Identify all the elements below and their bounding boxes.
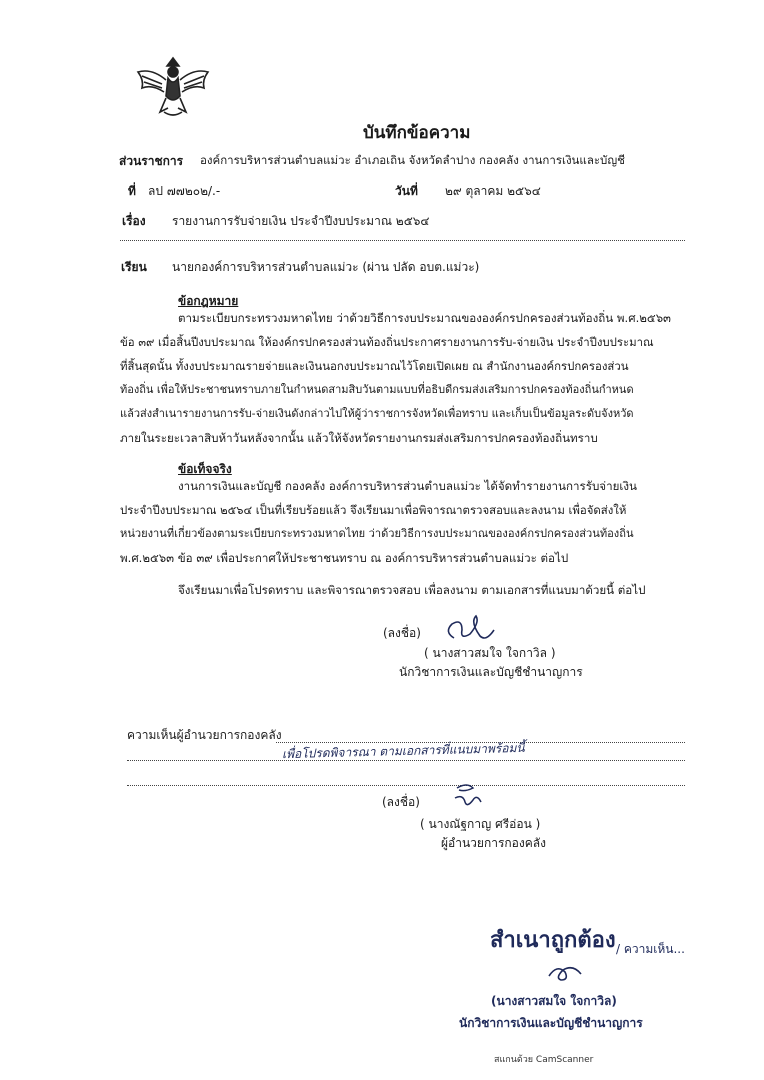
opinion-line-3 <box>127 785 685 786</box>
date-label: วันที่ <box>395 184 418 198</box>
garuda-emblem-icon <box>134 52 212 120</box>
subject-label: เรื่อง <box>122 214 146 228</box>
opinion-line-2 <box>127 760 685 761</box>
ref-label: ที่ <box>128 184 136 198</box>
signer2-sign-label: (ลงชื่อ) <box>382 795 420 809</box>
legal-heading: ข้อกฎหมาย <box>178 294 239 308</box>
signer1-sign-label: (ลงชื่อ) <box>383 626 421 640</box>
signer1-name: ( นางสาวสมใจ ใจกาวิล ) <box>424 646 556 660</box>
subject-value: รายงานการรับจ่ายเงิน ประจำปีงบประมาณ ๒๕๖๔ <box>172 214 430 228</box>
signer2-signature <box>447 780 487 816</box>
legal-line: ตามระเบียบกระทรวงมหาดไทย ว่าด้วยวิธีการงบประมาณขององค์กรปกครองส่วนท้องถิ่น พ.ศ.๒๕๖๓ <box>178 311 671 325</box>
stamp-signature <box>543 960 587 992</box>
agency-label: ส่วนราชการ <box>119 154 184 168</box>
facts-line: ประจำปีงบประมาณ ๒๕๖๔ เป็นที่เรียบร้อยแล้ว จึงเรียนมาเพื่อพิจารณาตรวจสอบและลงนาม เพื่อจัดส่งให้ <box>120 503 627 517</box>
legal-line: แล้วส่งสำเนารายงานการรับ-จ่ายเงินดังกล่าวไปให้ผู้ว่าราชการจังหวัดเพื่อทราบ และเก็บเป็นข้อมูลระดับจังหวัด <box>120 407 634 420</box>
to-value: นายกองค์การบริหารส่วนตำบลแม่วะ (ผ่าน ปลัด อบต.แม่วะ) <box>172 260 480 274</box>
date-value: ๒๙ ตุลาคม ๒๕๖๔ <box>445 184 541 198</box>
closing-line: จึงเรียนมาเพื่อโปรดทราบ และพิจารณาตรวจสอบ เพื่อลงนาม ตามเอกสารที่แนบมาด้วยนี้ ต่อไป <box>178 583 646 597</box>
facts-line: พ.ศ.๒๕๖๓ ข้อ ๓๙ เพื่อประกาศให้ประชาชนทราบ ณ องค์การบริหารส่วนตำบลแม่วะ ต่อไป <box>120 551 569 565</box>
legal-line: ภายในระยะเวลาสิบห้าวันหลังจากนั้น แล้วให้จังหวัดรายงานกรมส่งเสริมการปกครองท้องถิ่นทราบ <box>120 431 598 445</box>
legal-line: ที่สิ้นสุดนั้น ทั้งงบประมาณรายจ่ายและเงินนอกงบประมาณไว้โดยเปิดเผย ณ สำนักงานองค์กรปกครองส่วน <box>120 359 629 373</box>
to-label: เรียน <box>121 260 147 274</box>
stamp-position: นักวิชาการเงินและบัญชีชำนาญการ <box>459 1016 643 1030</box>
ref-value: ลป ๗๗๒๐๒/.- <box>148 184 221 198</box>
memo-title: บันทึกข้อความ <box>363 123 471 143</box>
facts-line: หน่วยงานที่เกี่ยวข้องตามระเบียบกระทรวงมหาดไทย ว่าด้วยวิธีการงบประมาณขององค์กรปกครองส่วนท้องถิ่น <box>120 527 634 540</box>
opinion-handwritten: เพื่อโปรดพิจารณา ตามเอกสารที่แนบมาพร้อมนี้ <box>281 740 525 762</box>
stamp-opinion-note: / ความเห็น... <box>616 942 685 956</box>
facts-heading: ข้อเท็จจริง <box>178 462 232 476</box>
opinion-label: ความเห็นผู้อำนวยการกองคลัง <box>127 728 282 742</box>
header-divider <box>120 240 685 241</box>
copy-certified-stamp: สำเนาถูกต้อง <box>490 928 616 953</box>
agency-value: องค์การบริหารส่วนตำบลแม่วะ อำเภอเถิน จังหวัดลำปาง กองคลัง งานการเงินและบัญชี <box>200 153 625 167</box>
signer1-position: นักวิชาการเงินและบัญชีชำนาญการ <box>399 665 583 679</box>
legal-line: ท้องถิ่น เพื่อให้ประชาชนทราบภายในกำหนดสามสิบวันตามแบบที่อธิบดีกรมส่งเสริมการปกครองท้องถิ่นกำหนด <box>120 383 634 396</box>
facts-line: งานการเงินและบัญชี กองคลัง องค์การบริหารส่วนตำบลแม่วะ ได้จัดทำรายงานการรับจ่ายเงิน <box>178 479 637 493</box>
scanner-note: สแกนด้วย CamScanner <box>494 1055 594 1065</box>
signer2-name: ( นางณัฐกาญ ศรีอ่อน ) <box>420 817 541 831</box>
legal-line: ข้อ ๓๙ เมื่อสิ้นปีงบประมาณ ให้องค์กรปกครองส่วนท้องถิ่นประกาศรายงานการรับ-จ่ายเงิน ประจำปีงบประมาณ <box>120 335 654 349</box>
signer2-position: ผู้อำนวยการกองคลัง <box>441 836 546 850</box>
stamp-name: (นางสาวสมใจ ใจกาวิล) <box>491 994 617 1008</box>
